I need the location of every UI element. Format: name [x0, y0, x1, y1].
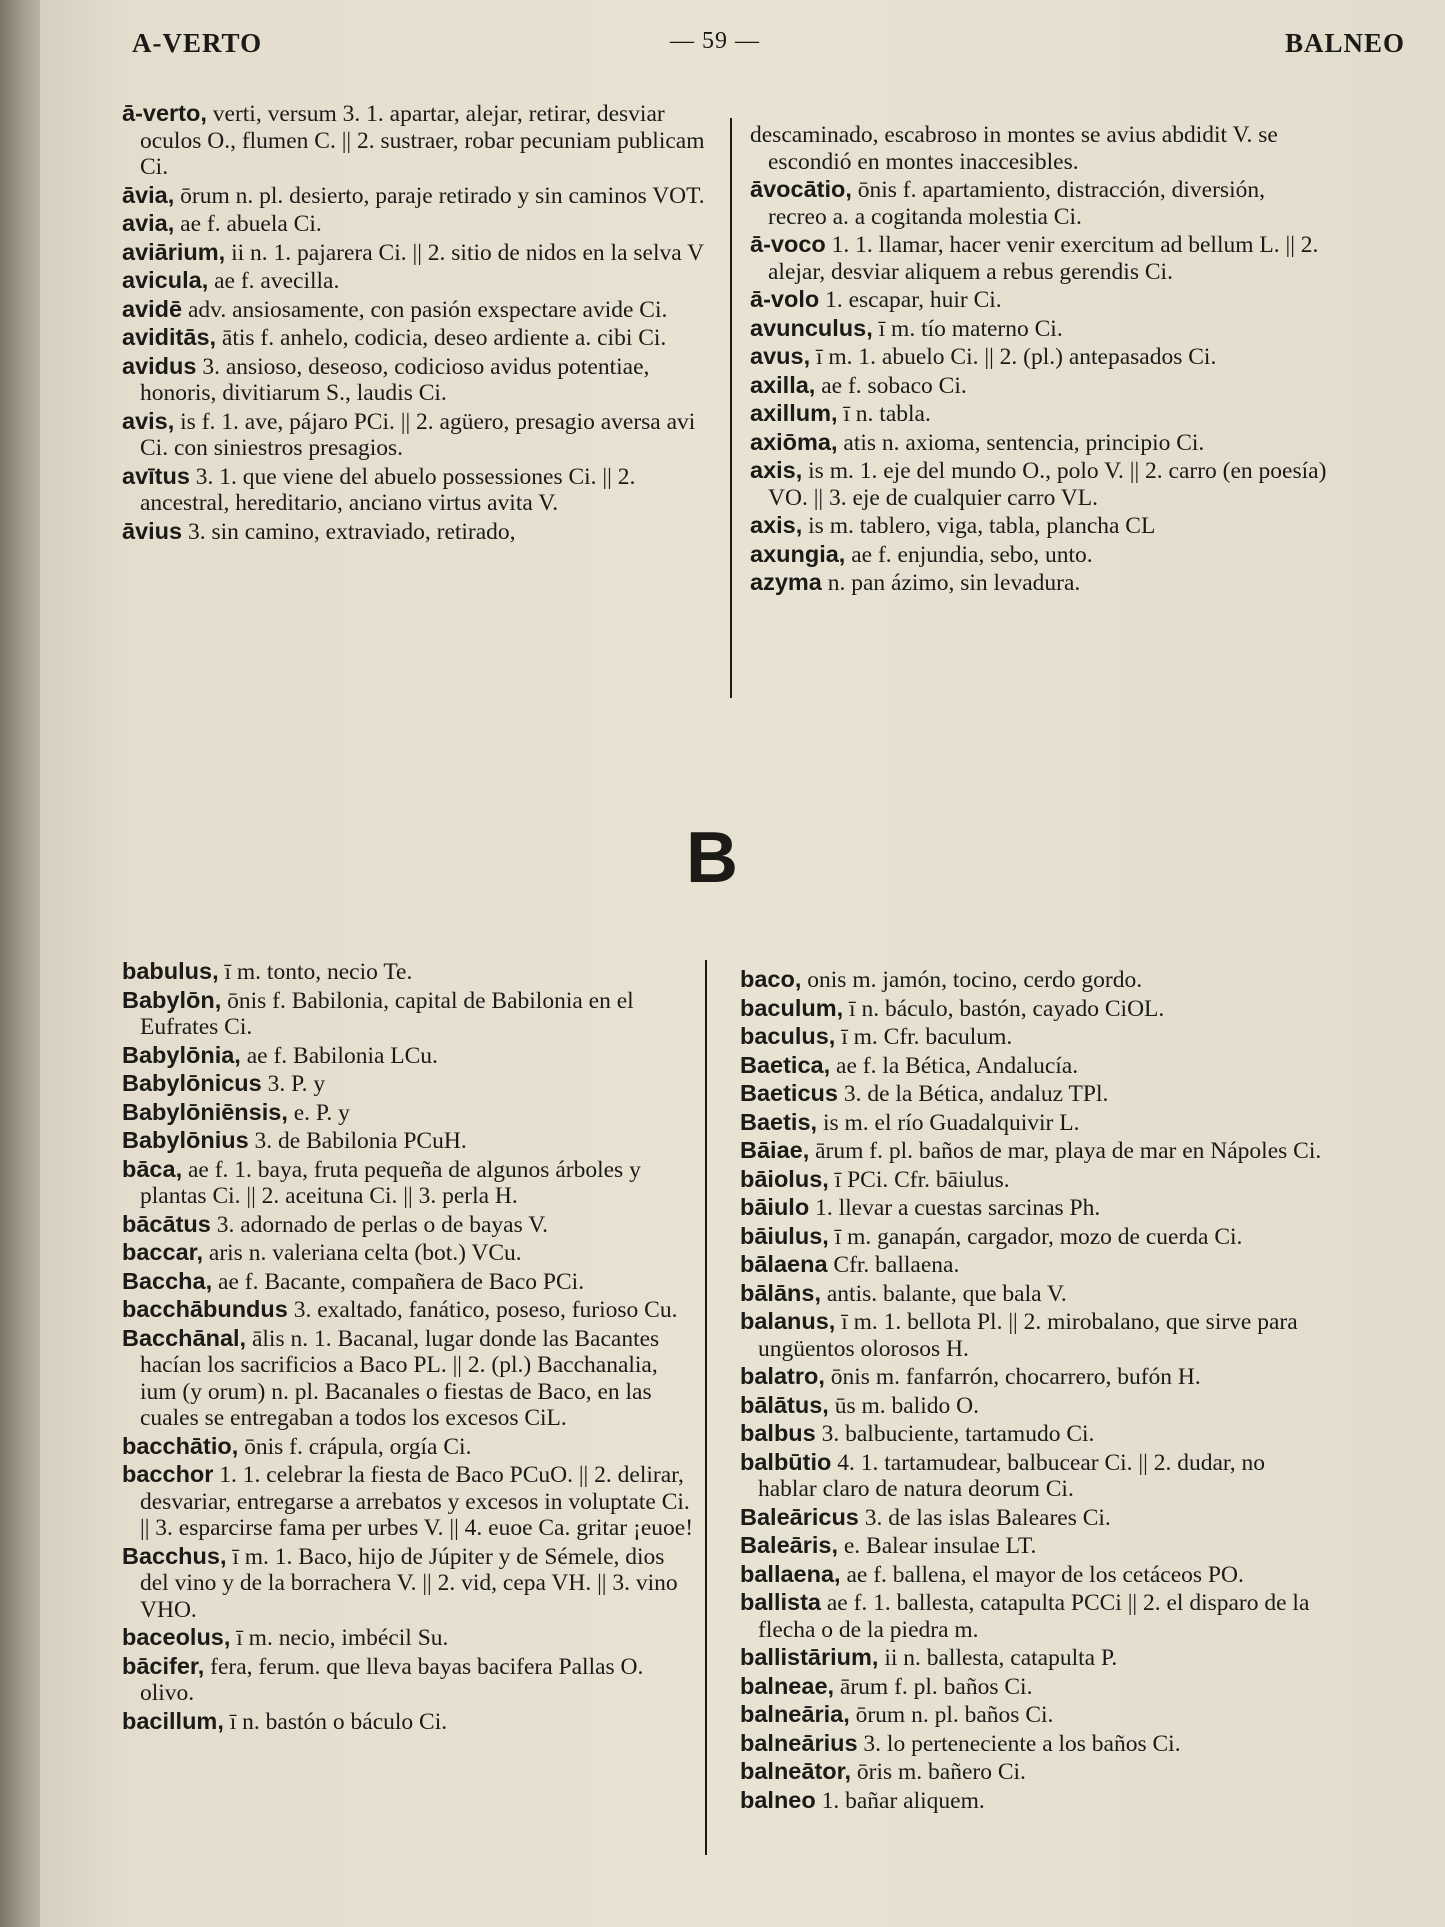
entry-headword: axilla,: [750, 371, 816, 398]
entry-headword: ā-verto,: [122, 100, 207, 126]
dictionary-entry: [750, 315, 1328, 343]
entry-headword: bālāns,: [740, 1279, 821, 1306]
dictionary-entry: [740, 1166, 1328, 1194]
entry-definition: ī m. Cfr. baculum.: [841, 1024, 1013, 1050]
entry-headword: Baleāris,: [740, 1532, 838, 1558]
entry-headword: bacchātio,: [122, 1432, 239, 1459]
dictionary-entry: [122, 1156, 694, 1210]
dictionary-entry: [122, 987, 694, 1041]
running-head-left: A-VERTO: [132, 28, 263, 58]
entry-headword: bāca,: [122, 1155, 183, 1182]
dictionary-entry: [122, 408, 710, 462]
entry-definition: 4. 1. tartamudear, balbucear Ci. || 2. dudar, no hablar claro de natura deorum Ci.: [758, 1449, 1266, 1502]
entry-headword: Babylōnicus: [122, 1070, 262, 1096]
entry-headword: avidē: [122, 295, 183, 322]
entry-headword: axillum,: [750, 400, 838, 426]
dictionary-entry: [122, 1070, 694, 1098]
dictionary-entry: [122, 210, 710, 238]
entry-definition: ī n. bastón o báculo Ci.: [229, 1708, 448, 1735]
dictionary-entry: [740, 1052, 1328, 1080]
entry-headword: āvocātio,: [750, 176, 852, 202]
entry-headword: aviārium,: [122, 238, 226, 265]
column-divider-bottom: [705, 960, 707, 1855]
dictionary-entry: [750, 400, 1328, 428]
entry-headword: bacillum,: [122, 1707, 224, 1734]
dictionary-entry: [740, 966, 1328, 994]
dictionary-entry: [122, 267, 710, 295]
entry-headword: baculum,: [740, 994, 844, 1021]
dictionary-entry: [122, 1325, 694, 1432]
entry-headword: Bacchānal,: [122, 1324, 247, 1351]
dictionary-entry: [122, 1296, 694, 1324]
entry-headword: aviditās,: [122, 324, 217, 350]
entry-definition: ii n. ballesta, catapulta P.: [884, 1645, 1118, 1671]
dictionary-entry: [122, 1239, 694, 1267]
entry-headword: avia,: [122, 210, 175, 236]
entry-definition: 3. balbuciente, tartamudo Ci.: [821, 1421, 1095, 1447]
dictionary-entry: [122, 353, 710, 407]
dictionary-entry: [750, 429, 1328, 457]
dictionary-entry: [740, 1109, 1328, 1137]
entry-headword: balbūtio: [740, 1448, 832, 1475]
dictionary-entry: [750, 541, 1328, 569]
dictionary-entry: [122, 1042, 694, 1070]
entry-headword: axis,: [750, 512, 803, 538]
entry-headword: Baeticus: [740, 1080, 838, 1106]
dictionary-entry: [740, 1673, 1328, 1701]
entry-headword: bāiulus,: [740, 1222, 829, 1249]
entry-headword: ballaena,: [740, 1560, 841, 1587]
dictionary-entry: [122, 1708, 694, 1736]
entry-definition: ae f. la Bética, Andalucía.: [836, 1052, 1079, 1079]
entry-definition: n. pan ázimo, sin levadura.: [827, 570, 1081, 596]
entry-headword: ā-voco: [750, 231, 826, 257]
dictionary-entry: [122, 239, 710, 267]
entry-definition: ae f. Babilonia LCu.: [246, 1042, 438, 1069]
entry-definition: ārum f. pl. baños de mar, playa de mar en Nápoles Ci.: [815, 1138, 1322, 1164]
dictionary-entry: [740, 1223, 1328, 1251]
dictionary-entry: [122, 1127, 694, 1155]
entry-definition: ae f. ballena, el mayor de los cetáceos PO.: [846, 1561, 1244, 1588]
entry-definition: ātis f. anhelo, codicia, deseo ardiente a. cibi Ci.: [221, 325, 667, 351]
entry-headword: ballistārium,: [740, 1644, 879, 1670]
dictionary-entry: [122, 296, 710, 324]
entry-headword: balneo: [740, 1786, 816, 1813]
entry-definition: ae f. enjundia, sebo, unto.: [851, 541, 1093, 568]
entry-headword: avunculus,: [750, 314, 873, 341]
running-head-right: BALNEO: [1284, 28, 1405, 58]
dictionary-entry: [122, 324, 710, 352]
page-number: — 59 —: [670, 28, 760, 54]
entry-definition: antis. balante, que bala V.: [826, 1280, 1067, 1307]
dictionary-entry: [750, 569, 1328, 597]
entry-definition: 3. lo perteneciente a los baños Ci.: [863, 1730, 1181, 1757]
entry-headword: avidus: [122, 352, 197, 379]
dictionary-entry: [122, 1099, 694, 1127]
entry-headword: balneārius: [740, 1729, 858, 1756]
entry-headword: Babylōniēnsis,: [122, 1098, 288, 1125]
entry-headword: Babylōnius: [122, 1127, 249, 1153]
column-bottom-right: [740, 966, 1328, 1815]
dictionary-entry: [122, 518, 710, 546]
entry-headword: Babylōn,: [122, 986, 222, 1013]
dictionary-entry: [122, 1211, 694, 1239]
entry-definition: ōnis m. fanfarrón, chocarrero, bufón H.: [830, 1364, 1201, 1390]
entry-headword: ā-volo: [750, 286, 820, 312]
entry-definition: ōrum n. pl. desierto, paraje retirado y sin caminos VOT.: [180, 182, 705, 209]
dictionary-entry: [740, 1308, 1328, 1362]
entry-definition: ī n. báculo, bastón, cayado CiOL.: [849, 995, 1165, 1022]
dictionary-entry: [122, 1624, 694, 1652]
entry-definition: 1. bañar aliquem.: [821, 1787, 985, 1814]
entry-definition: e. Balear insulae LT.: [843, 1533, 1037, 1559]
entry-headword: bālātus,: [740, 1391, 829, 1418]
dictionary-entry: [740, 1701, 1328, 1729]
entry-headword: bacchābundus: [122, 1296, 288, 1322]
dictionary-entry: [740, 1280, 1328, 1308]
section-letter: B: [686, 818, 738, 898]
entry-headword: Babylōnia,: [122, 1041, 241, 1068]
entry-headword: axungia,: [750, 540, 846, 567]
entry-definition: ōnis f. apartamiento, distracción, diversión, recreo a. a cogitanda molestia Ci.: [768, 177, 1265, 230]
entry-headword: baceolus,: [122, 1624, 231, 1650]
entry-definition: 3. de la Bética, andaluz TPl.: [843, 1081, 1109, 1107]
entry-definition: 1. 1. celebrar la fiesta de Baco PCuO. || 2. delirar, desvariar, entregarse a arrebatos y excesos in voluptate Ci. || 3. esparcirse fama per urbes V. || 4. euoe Ca. gritar ¡euoe!: [140, 1462, 694, 1541]
entry-definition: 3. de Babilonia PCuH.: [254, 1128, 467, 1154]
entry-definition: ae f. 1. ballesta, catapulta PCCi || 2. el disparo de la flecha o de la piedra m.: [758, 1590, 1310, 1643]
dictionary-entry: [740, 1449, 1328, 1503]
entry-definition: is m. 1. eje del mundo O., polo V. || 2. carro (en poesía) VO. || 3. eje de cualquier carro VL.: [768, 458, 1327, 511]
entry-headword: avus,: [750, 343, 811, 369]
entry-definition: ae f. sobaco Ci.: [821, 372, 967, 399]
dictionary-entry: [122, 182, 710, 210]
entry-headword: baccar,: [122, 1239, 204, 1265]
entry-headword: balneātor,: [740, 1758, 852, 1784]
entry-headword: Baetis,: [740, 1108, 818, 1135]
entry-headword: Bāiae,: [740, 1137, 810, 1163]
entry-definition: ī PCi. Cfr. bāiulus.: [834, 1166, 1010, 1193]
dictionary-entry: [740, 1080, 1328, 1108]
dictionary-entry: [740, 1787, 1328, 1815]
dictionary-entry: [122, 100, 710, 181]
entry-headword: balatro,: [740, 1363, 825, 1389]
entry-headword: āvius: [122, 517, 183, 544]
entry-definition: e. P. y: [293, 1099, 350, 1126]
entry-definition: ī m. 1. abuelo Ci. || 2. (pl.) antepasados Ci.: [815, 344, 1217, 370]
dictionary-entry: [122, 1268, 694, 1296]
entry-definition: ae f. abuela Ci.: [180, 211, 322, 237]
dictionary-entry: [750, 286, 1328, 314]
entry-definition: ārum f. pl. baños Ci.: [839, 1673, 1033, 1700]
entry-definition: ōnis f. crápula, orgía Ci.: [244, 1433, 472, 1460]
dictionary-entry: [740, 1504, 1328, 1532]
dictionary-entry: [740, 1644, 1328, 1672]
dictionary-entry: [750, 512, 1328, 540]
dictionary-entry: [740, 1589, 1328, 1643]
dictionary-entry: [740, 1023, 1328, 1051]
entry-definition: ī m. 1. Baco, hijo de Júpiter y de Sémele, dios del vino y de la borrachera V. || 2. vid, cepa VH. || 3. vino VHO.: [140, 1543, 678, 1623]
dictionary-entry: [740, 1194, 1328, 1222]
entry-definition: onis m. jamón, tocino, cerdo gordo.: [807, 967, 1143, 993]
entry-definition: verti, versum 3. 1. apartar, alejar, retirar, desviar oculos O., flumen C. || 2. sustraer, robar pecuniam publicam Ci.: [140, 101, 705, 180]
dictionary-entry: [740, 995, 1328, 1023]
entry-headword: balanus,: [740, 1308, 836, 1334]
entry-definition: ī m. necio, imbécil Su.: [236, 1625, 449, 1651]
dictionary-entry: [740, 1392, 1328, 1420]
entry-definition: ālis n. 1. Bacanal, lugar donde las Bacantes hacían los sacrificios a Baco PL. || 2. (pl.) Bacchanalia, ium (y orum) n. pl. Bacanales o fiestas de Baco, en las cuales se entregaban a todos los excesos CiL.: [140, 1325, 660, 1431]
entry-definition: ae f. Bacante, compañera de Baco PCi.: [218, 1268, 585, 1295]
entry-headword: bālaena: [740, 1251, 828, 1277]
entry-definition: 1. 1. llamar, hacer venir exercitum ad bellum L. || 2. alejar, desviar aliquem a rebus gerendis Ci.: [768, 232, 1319, 285]
entry-definition: ōrum n. pl. baños Ci.: [855, 1702, 1054, 1728]
entry-headword: bāiulo: [740, 1194, 810, 1220]
dictionary-entry: [740, 1363, 1328, 1391]
entry-definition: 3. sin camino, extraviado, retirado,: [187, 518, 516, 545]
entry-headword: ballista: [740, 1589, 821, 1615]
entry-definition: adv. ansiosamente, con pasión exspectare avide Ci.: [187, 296, 668, 323]
entry-headword: azyma: [750, 569, 822, 595]
column-top-left: [122, 100, 710, 546]
dictionary-entry: [740, 1420, 1328, 1448]
entry-definition: ūs m. balido O.: [834, 1392, 979, 1419]
dictionary-entry: [740, 1561, 1328, 1589]
entry-definition: 3. exaltado, fanático, poseso, furioso Cu.: [293, 1297, 678, 1323]
entry-headword: baco,: [740, 966, 802, 992]
entry-headword: āvia,: [122, 181, 175, 208]
entry-definition: 1. llevar a cuestas sarcinas Ph.: [815, 1195, 1101, 1221]
entry-headword: Baetica,: [740, 1051, 831, 1078]
entry-headword: balneāria,: [740, 1701, 850, 1727]
entry-definition: is f. 1. ave, pájaro PCi. || 2. agüero, presagio aversa avi Ci. con siniestros presagios.: [140, 408, 696, 461]
entry-headword: bācifer,: [122, 1652, 205, 1679]
entry-headword: bācātus: [122, 1210, 211, 1237]
entry-headword: avicula,: [122, 267, 209, 293]
entry-definition: is m. el río Guadalquivir L.: [822, 1109, 1080, 1136]
entry-definition: 3. P. y: [267, 1071, 326, 1097]
dictionary-entry: [122, 463, 710, 517]
entry-headword: axis,: [750, 457, 803, 483]
dictionary-entry: [740, 1251, 1328, 1279]
entry-definition: ī m. 1. bellota Pl. || 2. mirobalano, que sirve para ungüentos olorosos H.: [758, 1309, 1298, 1362]
entry-headword: Bacchus,: [122, 1542, 227, 1569]
entry-headword: avītus: [122, 462, 190, 489]
dictionary-entry: [740, 1532, 1328, 1560]
dictionary-entry: [750, 231, 1328, 285]
entry-definition: ae f. avecilla.: [214, 268, 340, 294]
entry-headword: bāiolus,: [740, 1165, 829, 1192]
entry-definition: 3. ansioso, deseoso, codicioso avidus potentiae, honoris, divitiarum S., laudis Ci.: [140, 353, 650, 406]
entry-definition: Cfr. ballaena.: [833, 1252, 960, 1278]
entry-definition: 3. adornado de perlas o de bayas V.: [216, 1211, 549, 1238]
entry-definition: ī m. ganapán, cargador, mozo de cuerda Ci.: [834, 1223, 1243, 1250]
entry-headword: axiōma,: [750, 428, 838, 455]
entry-definition: fera, ferum. que lleva bayas bacifera Pallas O. olivo.: [140, 1653, 644, 1706]
entry-headword: balbus: [740, 1420, 816, 1446]
dictionary-entry: [122, 1653, 694, 1707]
dictionary-entry: [750, 122, 1328, 175]
entry-headword: balneae,: [740, 1672, 835, 1699]
entry-headword: Baccha,: [122, 1267, 213, 1294]
entry-definition: is m. tablero, viga, tabla, plancha CL: [808, 513, 1156, 539]
entry-definition: descaminado, escabroso in montes se avius abdidit V. se escondió en montes inaccesibles.: [750, 122, 1278, 175]
dictionary-entry: [750, 343, 1328, 371]
entry-definition: ii n. 1. pajarera Ci. || 2. sitio de nidos en la selva V: [231, 239, 705, 266]
dictionary-entry: [122, 958, 694, 986]
dictionary-entry: [740, 1137, 1328, 1165]
dictionary-entry: [122, 1543, 694, 1624]
entry-headword: bacchor: [122, 1461, 214, 1487]
column-top-right: [750, 122, 1328, 598]
dictionary-entry: [122, 1433, 694, 1461]
entry-definition: aris n. valeriana celta (bot.) VCu.: [208, 1240, 522, 1266]
entry-definition: atis n. axioma, sentencia, principio Ci.: [843, 429, 1205, 456]
dictionary-entry: [122, 1461, 694, 1542]
dictionary-entry: [750, 372, 1328, 400]
entry-definition: ī m. tío materno Ci.: [878, 315, 1063, 342]
entry-definition: ae f. 1. baya, fruta pequeña de algunos árboles y plantas Ci. || 2. aceituna Ci. || 3. perla H.: [140, 1156, 641, 1209]
dictionary-entry: [750, 457, 1328, 511]
entry-definition: 1. escapar, huir Ci.: [825, 287, 1002, 313]
entry-definition: ōnis f. Babilonia, capital de Babilonia en el Eufrates Ci.: [140, 987, 634, 1040]
entry-definition: ī n. tabla.: [843, 401, 931, 427]
entry-definition: 3. 1. que viene del abuelo possessiones Ci. || 2. ancestral, hereditario, anciano virtus avita V.: [140, 463, 636, 516]
entry-definition: ī m. tonto, necio Te.: [224, 959, 413, 985]
column-bottom-left: [122, 958, 694, 1736]
entry-headword: Baleāricus: [740, 1503, 859, 1530]
dictionary-entry: [740, 1730, 1328, 1758]
dictionary-entry: [740, 1758, 1328, 1786]
entry-definition: 3. de las islas Baleares Ci.: [864, 1504, 1111, 1531]
entry-headword: avis,: [122, 407, 175, 434]
entry-definition: ōris m. bañero Ci.: [856, 1759, 1026, 1785]
entry-headword: baculus,: [740, 1023, 836, 1049]
dictionary-entry: [750, 176, 1328, 230]
column-divider-top: [730, 118, 732, 698]
entry-headword: babulus,: [122, 958, 219, 984]
